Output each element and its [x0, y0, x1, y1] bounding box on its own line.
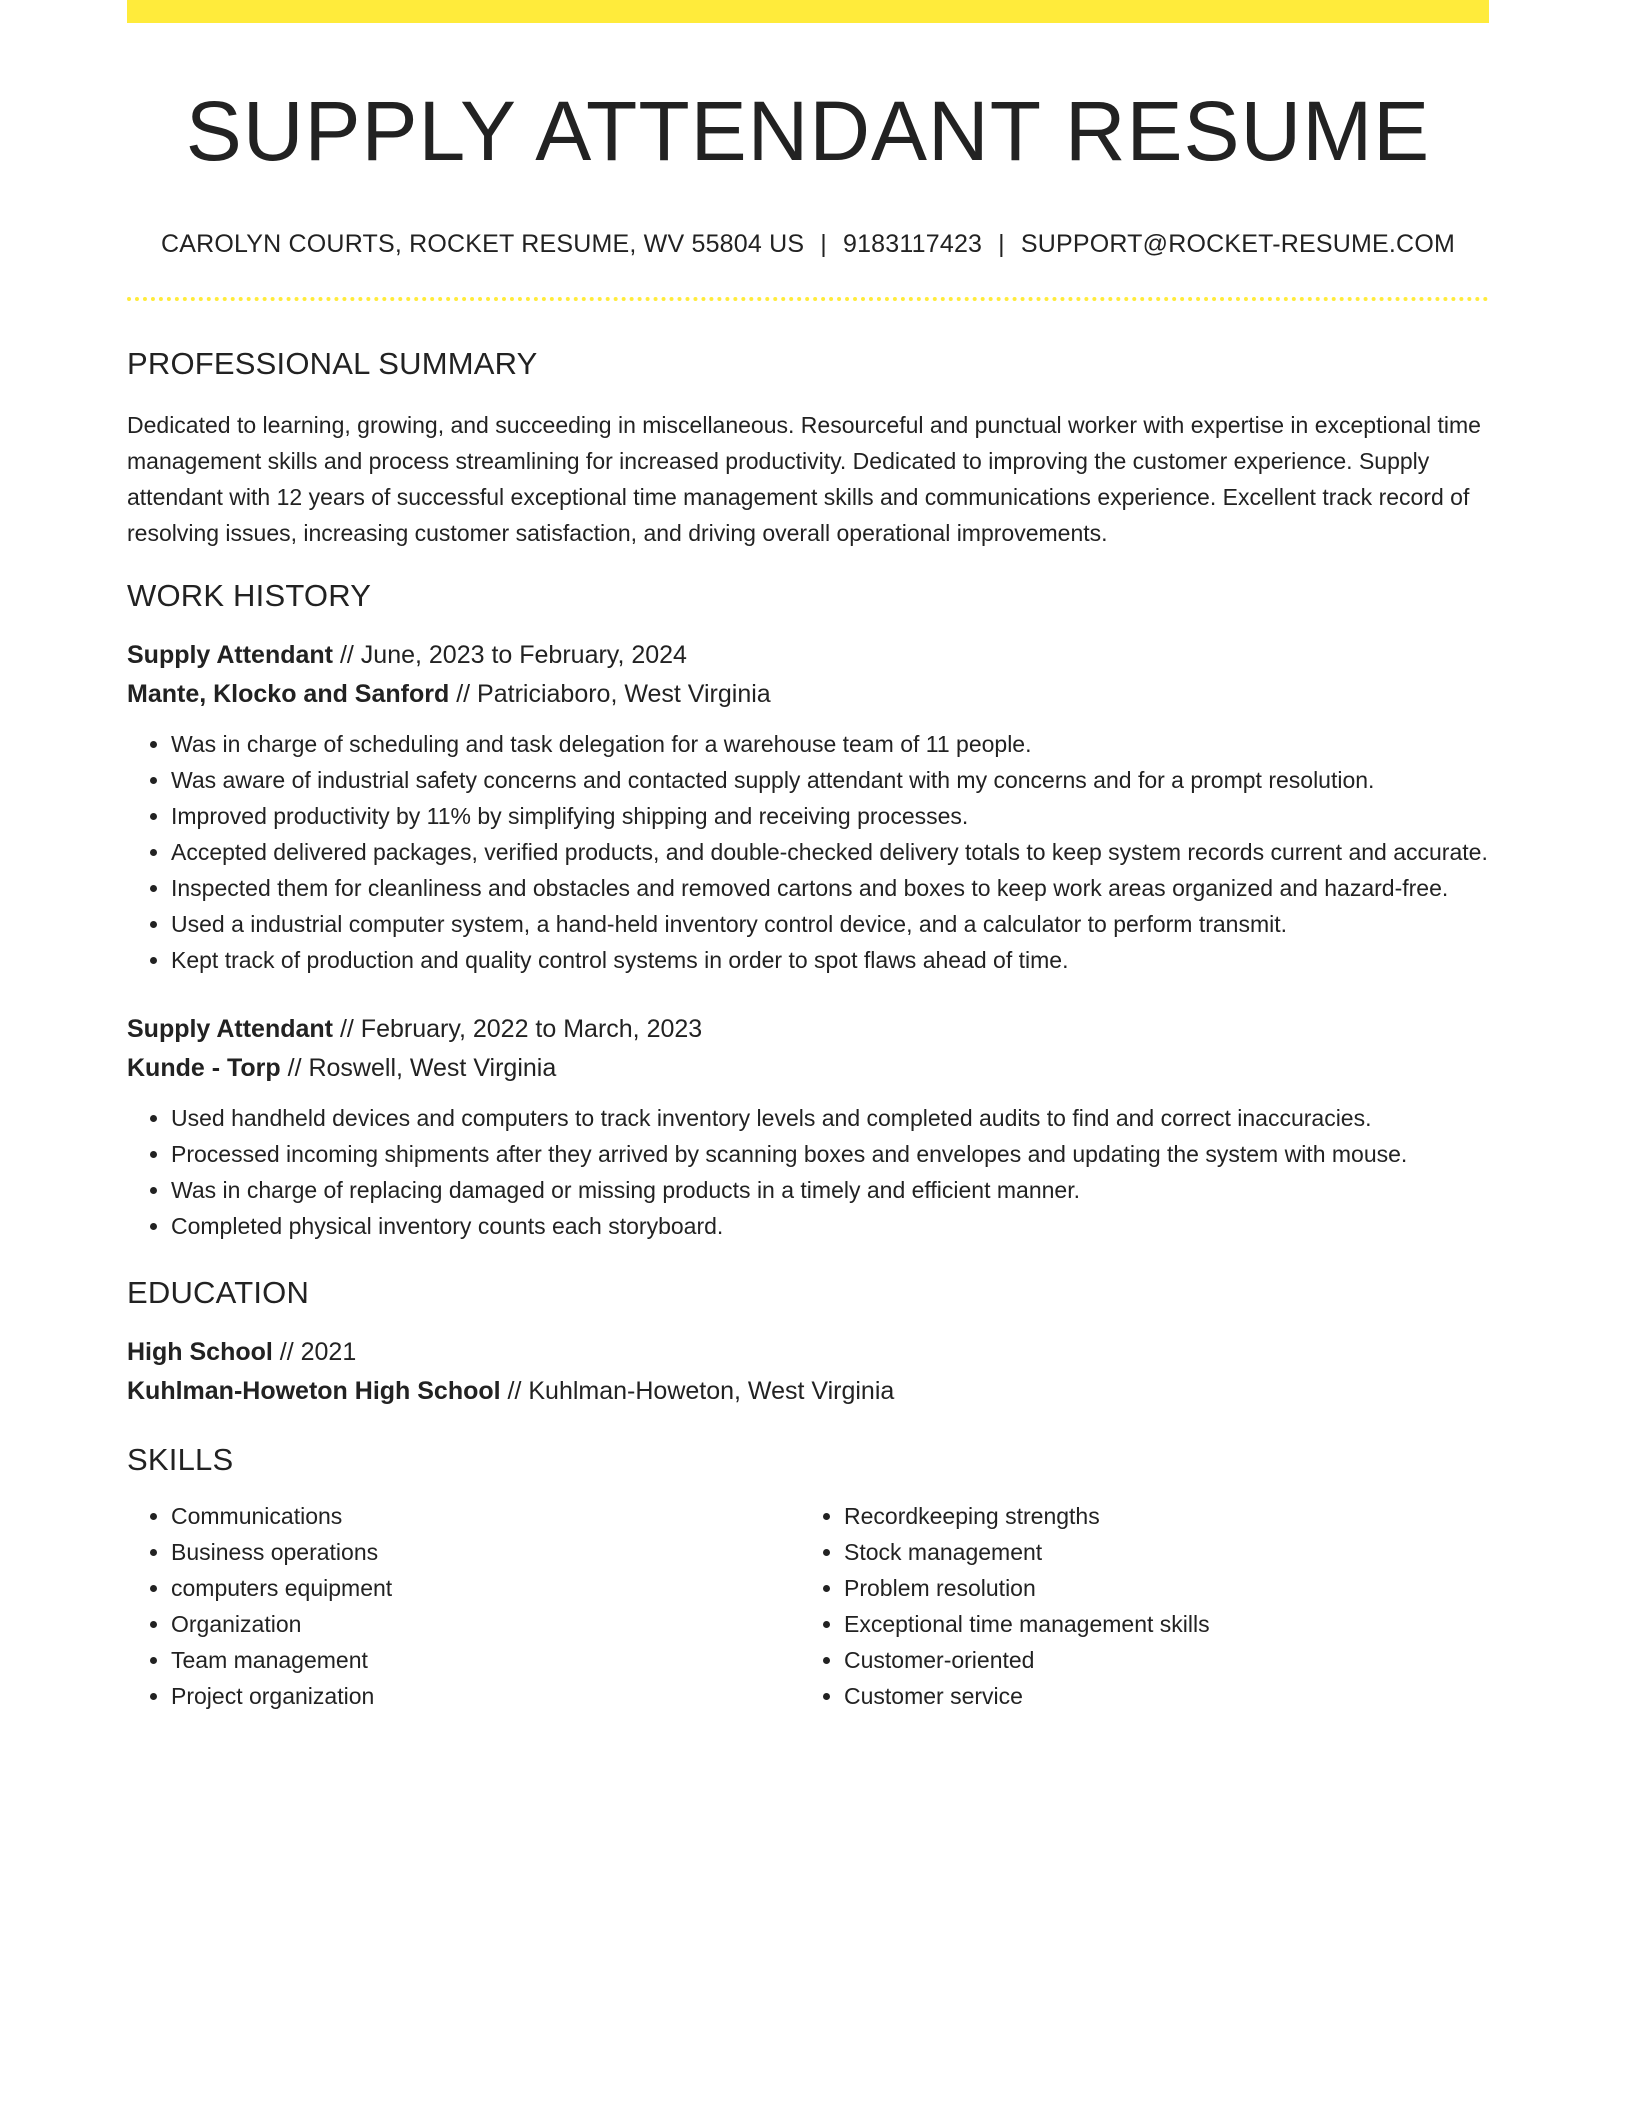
education-school: Kuhlman-Howeton High School — [127, 1376, 501, 1405]
job-company-line — [127, 1049, 1489, 1088]
job-bullets — [127, 1100, 1489, 1244]
resume-title: SUPPLY ATTENDANT RESUME — [185, 84, 1431, 178]
skills-grid — [127, 1498, 1489, 1714]
skills-column-right — [800, 1498, 1473, 1714]
job-dates: // February, 2022 to March, 2023 — [333, 1014, 703, 1043]
accent-bar — [127, 0, 1489, 23]
education-entry — [127, 1333, 1489, 1411]
education-school-line — [127, 1372, 1489, 1411]
skill-item: • Communications — [171, 1498, 800, 1534]
education-heading: EDUCATION — [127, 1274, 310, 1310]
skill-item: • Customer-oriented — [844, 1642, 1473, 1678]
work-history-heading: WORK HISTORY — [127, 577, 372, 613]
skill-item: • Problem resolution — [844, 1570, 1473, 1606]
contact-phone: 9183117423 — [842, 230, 983, 259]
skill-item: • computers equipment — [171, 1570, 800, 1606]
job-title-line — [127, 636, 1489, 675]
job-bullet: • Inspected them for cleanliness and obstacles and removed cartons and boxes to keep work areas organized and hazard-free. — [171, 870, 1489, 906]
skill-item: • Stock management — [844, 1534, 1473, 1570]
job-dates: // June, 2023 to February, 2024 — [333, 640, 687, 669]
job-bullet: • Used handheld devices and computers to track inventory levels and completed audits to find and correct inaccuracies. — [171, 1100, 1489, 1136]
job-entry — [127, 1010, 1489, 1244]
education-year: // 2021 — [272, 1337, 357, 1366]
contact-address: CAROLYN COURTS, ROCKET RESUME, WV 55804 US — [160, 230, 805, 259]
contact-email: SUPPORT@ROCKET-RESUME.COM — [1020, 230, 1455, 259]
summary-heading: PROFESSIONAL SUMMARY — [127, 346, 538, 382]
contact-separator: | — [820, 230, 827, 259]
job-bullet: • Kept track of production and quality control systems in order to spot flaws ahead of time. — [171, 942, 1489, 978]
job-title: Supply Attendant — [127, 640, 334, 669]
job-bullet: • Completed physical inventory counts each storyboard. — [171, 1208, 1489, 1244]
skill-item: • Organization — [171, 1606, 800, 1642]
job-bullet: • Was in charge of replacing damaged or missing products in a timely and efficient manner. — [171, 1172, 1489, 1208]
skill-item: • Team management — [171, 1642, 800, 1678]
skill-item: • Project organization — [171, 1678, 800, 1714]
job-location: // Patriciaboro, West Virginia — [449, 679, 771, 708]
skills-list — [127, 1498, 800, 1714]
education-location: // Kuhlman-Howeton, West Virginia — [500, 1376, 895, 1405]
job-bullet: • Used a industrial computer system, a hand-held inventory control device, and a calculator to perform transmit. — [171, 906, 1489, 942]
resume-page — [127, 0, 1489, 1714]
job-bullet: • Accepted delivered packages, verified products, and double-checked delivery totals to keep system records current and accurate. — [171, 834, 1489, 870]
job-entry — [127, 636, 1489, 978]
skill-item: • Business operations — [171, 1534, 800, 1570]
job-bullet: • Was in charge of scheduling and task delegation for a warehouse team of 11 people. — [171, 726, 1489, 762]
job-bullet: • Was aware of industrial safety concerns and contacted supply attendant with my concerns and for a prompt resolution. — [171, 762, 1489, 798]
job-title-line — [127, 1010, 1489, 1049]
education-degree: High School — [127, 1337, 273, 1366]
contact-separator: | — [998, 230, 1005, 259]
job-bullets — [127, 726, 1489, 978]
job-company: Kunde - Torp — [127, 1053, 281, 1082]
skill-item: • Exceptional time management skills — [844, 1606, 1473, 1642]
skill-item: • Customer service — [844, 1678, 1473, 1714]
summary-text: Dedicated to learning, growing, and succeeding in miscellaneous. Resourceful and punctual worker with expertise in exceptional time management skills and process streamlining for increased productivity. Dedicated to improving the customer experience. Supply attendant with 12 years of successful exceptional time management skills and communications experience. Excellent track record of resolving issues, increasing customer satisfaction, and driving overall operational improvements. — [127, 411, 1481, 546]
skills-list — [800, 1498, 1473, 1714]
job-bullet: • Improved productivity by 11% by simplifying shipping and receiving processes. — [171, 798, 1489, 834]
skill-item: • Recordkeeping strengths — [844, 1498, 1473, 1534]
job-location: // Roswell, West Virginia — [280, 1053, 557, 1082]
job-title: Supply Attendant — [127, 1014, 334, 1043]
skills-heading: SKILLS — [127, 1441, 234, 1477]
job-bullet: • Processed incoming shipments after they arrived by scanning boxes and envelopes and updating the system with mouse. — [171, 1136, 1489, 1172]
skills-column-left — [127, 1498, 800, 1714]
education-degree-line — [127, 1333, 1489, 1372]
contact-line — [127, 229, 1489, 259]
job-company: Mante, Klocko and Sanford — [127, 679, 450, 708]
job-company-line — [127, 675, 1489, 714]
dotted-divider — [127, 297, 1489, 301]
